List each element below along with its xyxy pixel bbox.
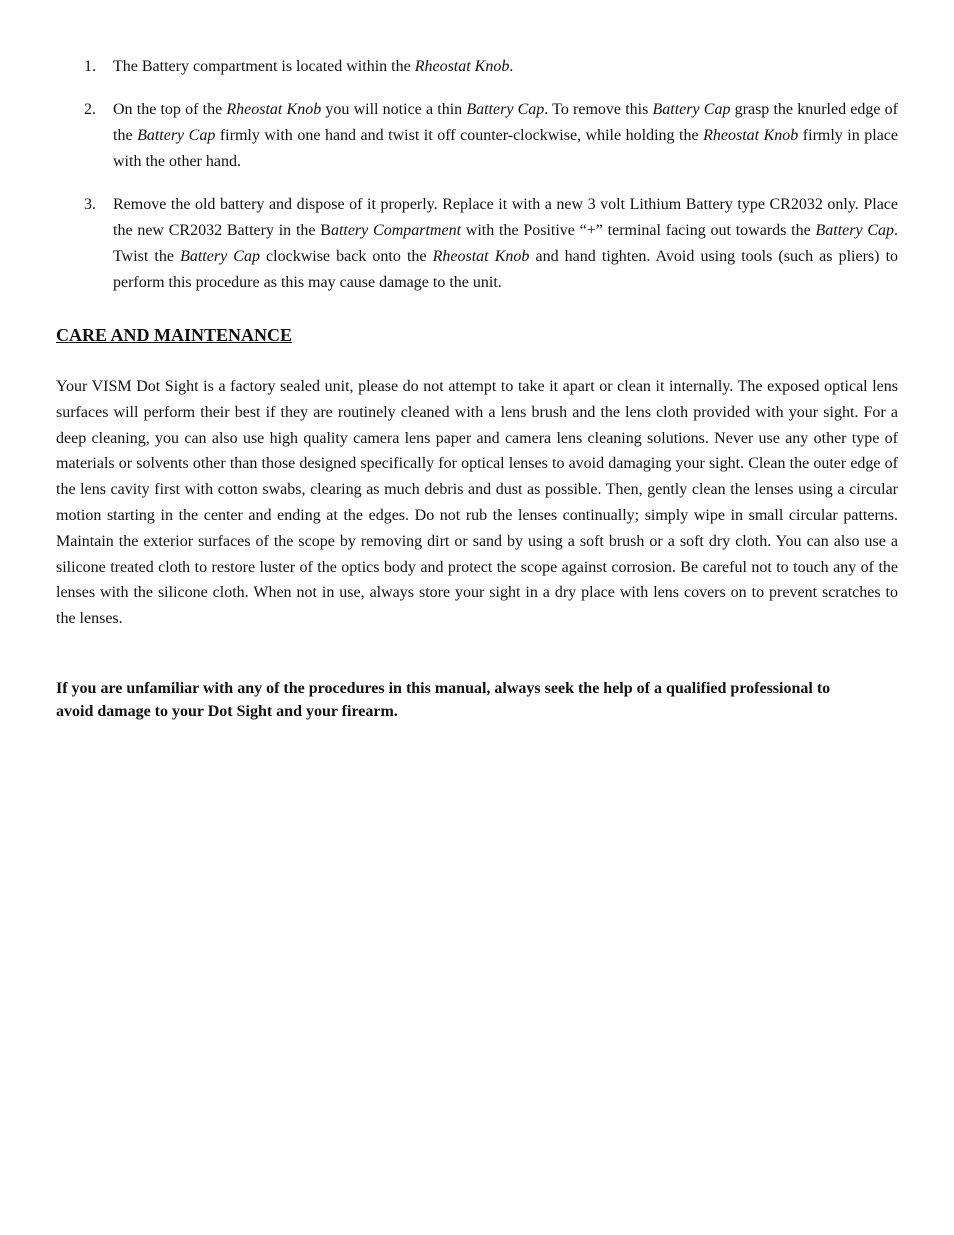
care-maintenance-heading: CARE AND MAINTENANCE xyxy=(56,325,293,345)
safety-warning: If you are unfamiliar with any of the procedures in this manual, always seek the help of a qualified professional to avoid damage to your Dot Sight and your firearm. xyxy=(56,679,831,720)
step-item-3 xyxy=(56,192,898,296)
battery-steps-list xyxy=(56,54,898,296)
step-item-1 xyxy=(56,54,898,80)
step-number: 2. xyxy=(84,101,96,118)
step-text: Remove the old battery and dispose of it properly. Replace it with a new 3 volt Lithium Battery type CR2032 only. Place the new CR2032 Battery in the Battery Compartment with the Positive “+” terminal facing out towards the Battery Cap. Twist the Battery Cap clockwise back onto the Rheostat Knob and hand tighten. Avoid using tools (such as pliers) to perform this procedure as this may cause damage to the unit. xyxy=(113,196,899,291)
step-text: On the top of the Rheostat Knob you will notice a thin Battery Cap. To remove this Battery Cap grasp the knurled edge of the Battery Cap firmly with one hand and twist it off counter-clockwise, while holding the Rheostat Knob firmly in place with the other hand. xyxy=(113,101,899,170)
step-number: 1. xyxy=(84,58,96,75)
step-item-2 xyxy=(56,97,898,175)
step-number: 3. xyxy=(84,196,96,213)
manual-page xyxy=(56,54,898,723)
step-text: The Battery compartment is located within the Rheostat Knob. xyxy=(113,58,514,75)
care-maintenance-paragraph: Your VISM Dot Sight is a factory sealed unit, please do not attempt to take it apart or clean it internally. The exposed optical lens surfaces will perform their best if they are routinely cleaned with a lens brush and the lens cloth provided with your sight. For a deep cleaning, you can also use high quality camera lens paper and camera lens cleaning solutions. Never use any other type of materials or solvents other than those designed specifically for optical lenses to avoid damaging your sight. Clean the outer edge of the lens cavity first with cotton swabs, clearing as much debris and dust as possible. Then, gently clean the lenses using a circular motion starting in the center and ending at the edges. Do not rub the lenses continually; simply wipe in small circular patterns. Maintain the exterior surfaces of the scope by removing dirt or sand by using a soft brush or a soft dry cloth. You can also use a silicone treated cloth to restore luster of the optics body and protect the scope against corrosion. Be careful not to touch any of the lenses with the silicone cloth. When not in use, always store your sight in a dry place with lens covers on to prevent scratches to the lenses. xyxy=(56,378,898,628)
